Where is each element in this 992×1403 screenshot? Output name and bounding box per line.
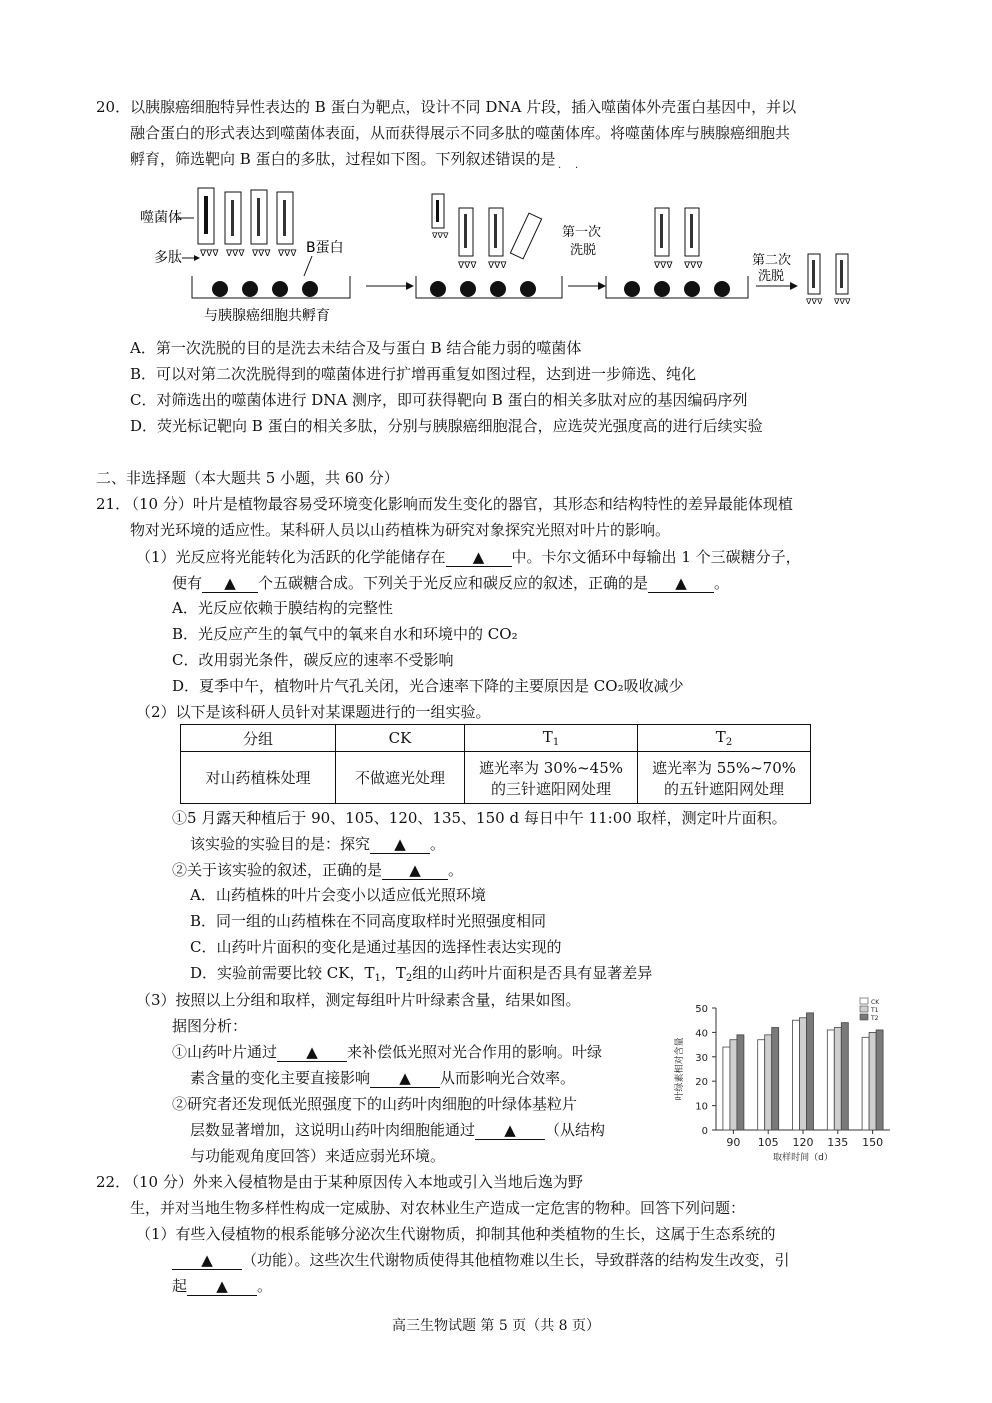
q22-part1-line1: （1）有些入侵植物的根系能够分泌次生代谢物质，抑制其他种类植物的生长，这属于生态系统的 [136,1225,776,1243]
svg-text:ᐁᐁᐁ: ᐁᐁᐁ [684,261,703,271]
optd-t1-sub: 1 [374,973,381,984]
q21-line1: （10 分）叶片是植物最容易受环境变化影响而发生变化的器官，其形态和结构特性的差异最能体现植 [124,495,793,513]
y-tick-label: 30 [695,1052,708,1064]
q20-option-b: B．可以对第二次洗脱得到的噬菌体进行扩增再重复如图过程，达到进一步筛选、纯化 [130,365,697,383]
answer-blank[interactable]: ▲ [202,574,258,593]
answer-blank[interactable]: ▲ [382,861,448,880]
panel-1 [192,188,350,324]
emphasis-dot: · [575,163,579,174]
table-header-group: 分组 [181,725,336,752]
q20-option-a: A．第一次洗脱的目的是洗去未结合及与蛋白 B 结合能力弱的噬菌体 [130,339,582,357]
bar-t1-90 [730,1040,737,1130]
optd-t2-sub: 2 [405,973,413,984]
q21-line2: 物对光环境的适应性。某科研人员以山药植株为研究对象探究光照对叶片的影响。 [130,521,671,539]
q20-number: 20． [96,98,131,116]
q21-part3-item2-line3: 与功能观角度回答）来适应弱光环境。 [190,1147,446,1165]
bar-t1-135 [834,1028,841,1130]
y-tick-label: 0 [701,1126,708,1137]
answer-blank[interactable]: ▲ [172,1251,242,1270]
t2-label: T [715,728,726,746]
q21-part3-item2-line1: ②研究者还发现低光照强度下的山药叶肉细胞的叶绿体基粒片 [172,1095,578,1113]
bar-t2-105 [772,1028,779,1130]
q22-part1-line3 [172,1275,272,1297]
q21-part1-text-b: 中。卡尔文循环中每输出 1 个三碳糖分子， [511,548,801,566]
y-tick-label: 40 [695,1028,708,1040]
q20-line1: 以胰腺癌细胞特异性表达的 B 蛋白为靶点，设计不同 DNA 片段，插入噬菌体外壳蛋白基因中，并以 [130,98,797,116]
q21-p1-option-d: D．夏季中午，植物叶片气孔关闭，光合速率下降的主要原因是 CO₂吸收减少 [172,677,684,695]
bar-t1-105 [765,1035,772,1130]
item2-end: 。 [448,861,464,879]
q21-part1-text-a: （1）光反应将光能转化为活跃的化学能储存在 [136,548,446,566]
bar-t2-135 [841,1023,848,1130]
q21-p2-option-a: A．山药植株的叶片会变小以适应低光照环境 [190,886,486,904]
wash2-label-b: 洗脱 [758,269,785,284]
q21-part1-text-e: 。 [714,574,730,592]
q21-part1-text-c: 便有 [172,574,203,592]
wash1-label-a: 第一次 [562,225,602,240]
y-tick-label: 50 [695,1004,708,1015]
table-cell-treatment: 对山药植株处理 [181,752,336,804]
p3-1b: 来补偿低光照对光合作用的影响。叶绿 [347,1043,603,1061]
item2-text: ②关于该实验的叙述，正确的是 [172,861,383,879]
table-cell-t2 [638,752,811,804]
t1-line1: 遮光率为 30%~45% [478,758,624,777]
q22-number: 22． [96,1173,131,1191]
q22-line1: （10 分）外来入侵植物是由于某种原因传入本地或引入当地后逸为野 [124,1173,583,1191]
svg-text:ᐁᐁᐁ: ᐁᐁᐁ [654,261,673,271]
p3-1a: ①山药叶片通过 [172,1043,278,1061]
q21-p2-item2 [172,859,463,881]
legend-swatch-t1 [860,1006,868,1012]
answer-blank[interactable]: ▲ [475,1121,545,1140]
answer-blank[interactable]: ▲ [446,548,512,567]
p3-1c: 素含量的变化主要直接影响 [190,1069,371,1087]
y-axis-label: 叶绿素相对含量 [675,1037,685,1101]
wash1-label-b: 洗脱 [570,243,597,258]
x-tick-label: 135 [827,1136,849,1149]
phage-label: 噬菌体 [140,210,182,226]
table-header-t2 [638,725,811,752]
q21-part2-intro: （2）以下是该科研人员针对某课题进行的一组实验。 [136,703,491,721]
q21-p2-option-d [190,962,652,990]
q21-p2-option-b: B．同一组的山药植株在不同高度取样时光照强度相同 [190,912,547,930]
q21-part3-item1-line2 [190,1067,575,1089]
emphasis-dot: · [558,163,562,174]
chlorophyll-bar-chart [668,996,898,1162]
q21-p2-item1-purpose [190,833,445,855]
panel-3 [606,208,748,298]
q21-number: 21． [96,495,131,513]
answer-blank[interactable]: ▲ [648,574,714,593]
p3-1d: 从而影响光合效率。 [440,1069,576,1087]
q22-p1c: 起 [172,1277,188,1295]
purpose-end: 。 [430,835,446,853]
section-2-heading: 二、非选择题（本大题共 5 小题，共 60 分） [96,469,399,487]
q21-p2-item1: ①5 月露天种植后于 90、105、120、135、150 d 每日中午 11:00 取样，测定叶片面积。 [172,809,787,827]
answer-blank[interactable]: ▲ [187,1277,257,1296]
svg-text:ᐁᐁᐁ: ᐁᐁᐁ [278,249,297,259]
purpose-text: 该实验的实验目的是：探究 [190,835,371,853]
svg-text:ᐁᐁᐁ: ᐁᐁᐁ [458,261,477,271]
q22-line2: 生，并对当地生物多样性构成一定威胁、对农林业生产造成一定危害的物种。回答下列问题： [130,1199,746,1217]
q21-part1-line1 [136,546,801,568]
table-cell-ck: 不做遮光处理 [336,752,465,804]
q20-option-d: D．荧光标记靶向 B 蛋白的相关多肽，分别与胰腺癌细胞混合，应选荧光强度高的进行后续实验 [130,417,763,435]
q21-p1-option-b: B．光反应产生的氧气中的氧来自水和环境中的 CO₂ [172,625,518,643]
q22-p1b: （功能）。这些次生代谢物质使得其他植物难以生长，导致群落的结构发生改变，引 [242,1251,790,1269]
legend-label-t1: T1 [871,1007,879,1014]
t1-line2: 的三针遮阳网处理 [490,779,611,798]
peptide-label: 多肽 [154,250,182,266]
svg-text:ᐁᐁᐁ: ᐁᐁᐁ [806,297,823,306]
optd-b: ，T [380,964,406,982]
x-tick-label: 105 [757,1136,779,1149]
q21-p1-option-a: A．光反应依赖于膜结构的完整性 [172,599,393,617]
svg-text:ᐁᐁᐁ: ᐁᐁᐁ [226,249,245,259]
bar-ck-120 [793,1020,800,1130]
incubate-label: 与胰腺癌细胞共孵育 [204,308,330,324]
x-tick-label: 150 [862,1136,884,1149]
answer-blank[interactable]: ▲ [370,835,430,854]
svg-text:ᐁᐁᐁ: ᐁᐁᐁ [432,231,449,240]
bar-ck-135 [827,1030,834,1130]
t2-sub: 2 [725,737,733,748]
wash2-label-a: 第二次 [752,253,792,268]
bar-t2-120 [807,1013,814,1130]
t2-line1: 遮光率为 55%~70% [651,758,797,777]
svg-text:ᐁᐁᐁ: ᐁᐁᐁ [252,249,271,259]
q20-line2: 融合蛋白的形式表达到噬菌体表面，从而获得展示不同多肽的噬菌体库。将噬菌体库与胰腺癌细胞共 [130,124,791,142]
q21-part3-line1: （3）按照以上分组和取样，测定每组叶片叶绿素含量，结果如图。 [136,991,581,1009]
bar-t2-150 [876,1030,883,1130]
bar-ck-90 [723,1047,730,1130]
bar-ck-150 [862,1037,869,1130]
legend-label-ck: CK [871,999,880,1006]
answer-blank[interactable]: ▲ [277,1043,347,1062]
table-header-ck: CK [336,725,465,752]
q20-line3: 孵育，筛选靶向 B 蛋白的多肽，过程如下图。下列叙述错误的是 [130,150,556,168]
q21-p2-option-c: C．山药叶片面积的变化是通过基因的选择性表达实现的 [190,938,562,956]
q22-p1d: 。 [257,1277,273,1295]
panel-2 [416,194,562,298]
t2-line2: 的五针遮阳网处理 [663,779,784,798]
q21-part3-item1-line1 [172,1041,602,1063]
q22-part1-line2 [172,1249,790,1271]
y-tick-label: 20 [695,1077,708,1089]
phage-selection-figure [130,180,870,330]
q21-part3-item2-line2 [190,1119,605,1141]
optd-c: 组的山药叶片面积是否具有显著差异 [412,964,653,982]
svg-text:ᐁᐁᐁ: ᐁᐁᐁ [200,249,219,259]
q21-p1-option-c: C．改用弱光条件，碳反应的速率不受影响 [172,651,454,669]
p3-2b: 层数显著增加，这说明山药叶肉细胞能通过 [190,1121,476,1139]
svg-text:ᐁᐁᐁ: ᐁᐁᐁ [834,297,851,306]
q20-option-c: C．对筛选出的噬菌体进行 DNA 测序，即可获得靶向 B 蛋白的相关多肽对应的基因编码序列 [130,391,748,409]
p3-2c: （从结构 [545,1121,606,1139]
x-axis-label: 取样时间（d） [773,1153,833,1162]
answer-blank[interactable]: ▲ [370,1069,440,1088]
bar-t1-150 [869,1032,876,1130]
q21-part1-line2 [172,572,729,594]
q21-part1-text-d: 个五碳糖合成。下列关于光反应和碳反应的叙述，正确的是 [258,574,649,592]
svg-text:ᐁᐁᐁ: ᐁᐁᐁ [488,261,507,271]
table-header-t1 [465,725,638,752]
q21-part3-line2: 据图分析： [172,1017,248,1035]
x-tick-label: 120 [792,1136,814,1149]
bar-ck-105 [758,1040,765,1130]
bar-t2-90 [737,1035,744,1130]
legend-swatch-ck [860,998,868,1004]
t1-sub: 1 [552,737,560,748]
legend-swatch-t2 [860,1014,868,1020]
optd-a: D．实验前需要比较 CK，T [190,964,375,982]
legend-label-t2: T2 [871,1015,879,1022]
table-cell-t1 [465,752,638,804]
x-tick-label: 90 [726,1136,741,1149]
y-tick-label: 10 [695,1101,708,1113]
t1-label: T [542,728,553,746]
bar-t1-120 [800,1018,807,1130]
b-protein-label: B蛋白 [306,240,344,256]
page-footer: 高三生物试题 第 5 页（共 8 页） [391,1318,601,1334]
experiment-table [180,724,811,804]
